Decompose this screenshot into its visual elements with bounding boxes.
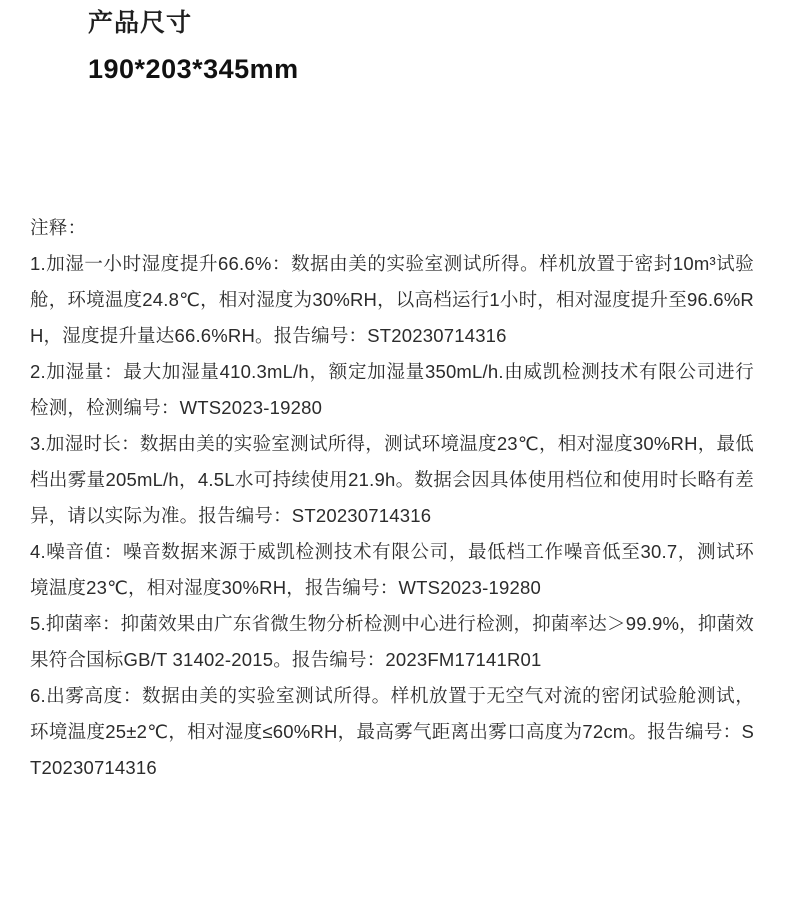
- note-item: 3.加湿时长：数据由美的实验室测试所得，测试环境温度23℃，相对湿度30%RH，最低档出雾量205mL/h，4.5L水可持续使用21.9h。数据会因具体使用档位和使用时长略有差异，请以实际为准。报告编号：ST20230714316: [30, 432, 754, 526]
- note-item: 6.出雾高度：数据由美的实验室测试所得。样机放置于无空气对流的密闭试验舱测试，环境温度25±2℃，相对湿度≤60%RH，最高雾气距离出雾口高度为72cm。报告编号：ST20230714316: [30, 685, 754, 779]
- product-dimensions-value: 190*203*345mm: [88, 54, 299, 84]
- note-item: 1.加湿一小时湿度提升66.6%：数据由美的实验室测试所得。样机放置于密封10m³试验舱，环境温度24.8℃，相对湿度为30%RH，以高档运行1小时，相对湿度提升至96.6%RH，湿度提升量达66.6%RH。报告编号：ST20230714316: [30, 252, 754, 346]
- product-dimensions-block: [0, 0, 790, 90]
- note-item: 4.噪音值：噪音数据来源于威凯检测技术有限公司，最低档工作噪音低至30.7，测试环境温度23℃，相对湿度30%RH，报告编号：WTS2023-19280: [30, 541, 754, 599]
- notes-block: [0, 210, 790, 787]
- note-item: 5.抑菌率：抑菌效果由广东省微生物分析检测中心进行检测，抑菌率达＞99.9%，抑菌效果符合国标GB/T 31402-2015。报告编号：2023FM17141R01: [30, 613, 754, 671]
- product-dimensions-label: 产品尺寸: [88, 9, 193, 37]
- note-item: 2.加湿量：最大加湿量410.3mL/h，额定加湿量350mL/h.由威凯检测技术有限公司进行检测，检测编号：WTS2023-19280: [30, 360, 754, 418]
- notes-title: 注释：: [30, 216, 87, 238]
